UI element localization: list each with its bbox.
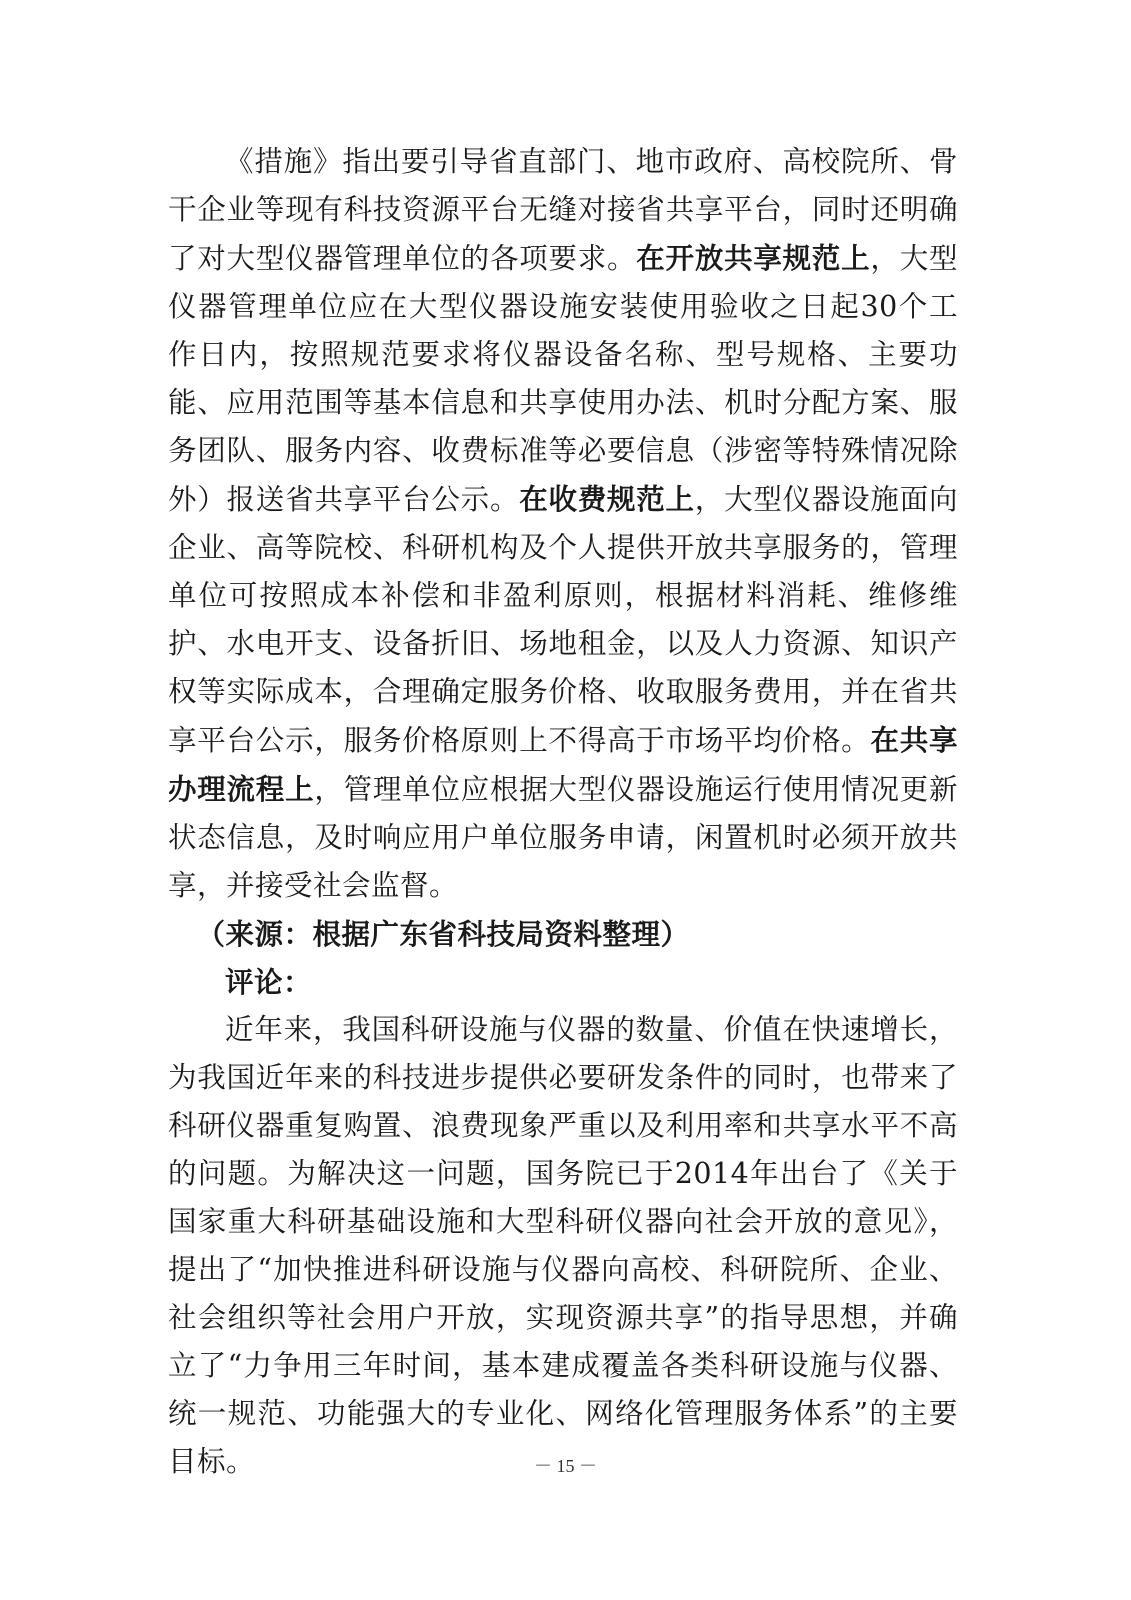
source-note: （来源：根据广东省科技局资料整理） (196, 917, 690, 951)
paragraph-text: ，管理单位应根据大型仪器设施运行使用情况更新状态信息，及时响应用户单位服务申请，闲置机时必须开放共享，并接受社会监督。 (168, 773, 958, 902)
document-body (168, 138, 958, 1486)
paragraph-text: ，大型仪器设施面向企业、高等院校、科研机构及个人提供开放共享服务的，管理单位可按照成本补偿和非盈利原则，根据材料消耗、维修维护、水电开支、设备折旧、场地租金，以及人力资源、知识产权等实际成本，合理确定服务价格、收取服务费用，并在省共享平台公示，服务价格原则上不得高于市场平均价格。 (168, 483, 958, 757)
paragraph-text: 《措施》指出要引导省直部门、地市政府、高校院所、骨干企业等现有科技资源平台无缝对接省共享平台，同时还明确了对大型仪器管理单位的各项要求。 (168, 145, 958, 275)
page-number: － 15 － (534, 1456, 597, 1476)
paragraph-text: ，大型仪器管理单位应在大型仪器设施安装使用验收之日起30个工作日内，按照规范要求将仪器设备名称、型号规格、主要功能、应用范围等基本信息和共享使用办法、机时分配方案、服务团队、服务内容、收费标准等必要信息（涉密等特殊情况除外）报送省共享平台公示。 (168, 242, 958, 516)
bold-heading-fees: 在收费规范上 (519, 482, 695, 516)
paragraph-measures (168, 138, 958, 910)
paragraph-comment: 近年来，我国科研设施与仪器的数量、价值在快速增长，为我国近年来的科技进步提供必要研发条件的同时，也带来了科研仪器重复购置、浪费现象严重以及利用率和共享水平不高的问题。为解决这一问题，国务院已于2014年出台了《关于国家重大科研基础设施和大型科研仪器向社会开放的意见》，提出了“加快推进科研设施与仪器向高校、科研院所、企业、社会组织等社会用户开放，实现资源共享”的指导思想，并确立了“力争用三年时间，基本建成覆盖各类科研设施与仪器、统一规范、功能强大的专业化、网络化管理服务体系”的主要目标。 (168, 1013, 958, 1478)
comment-heading: 评论： (225, 965, 313, 999)
bold-heading-open-sharing: 在开放共享规范上 (636, 241, 871, 275)
bold-heading-process: 在共享办理流程上 (168, 723, 958, 806)
